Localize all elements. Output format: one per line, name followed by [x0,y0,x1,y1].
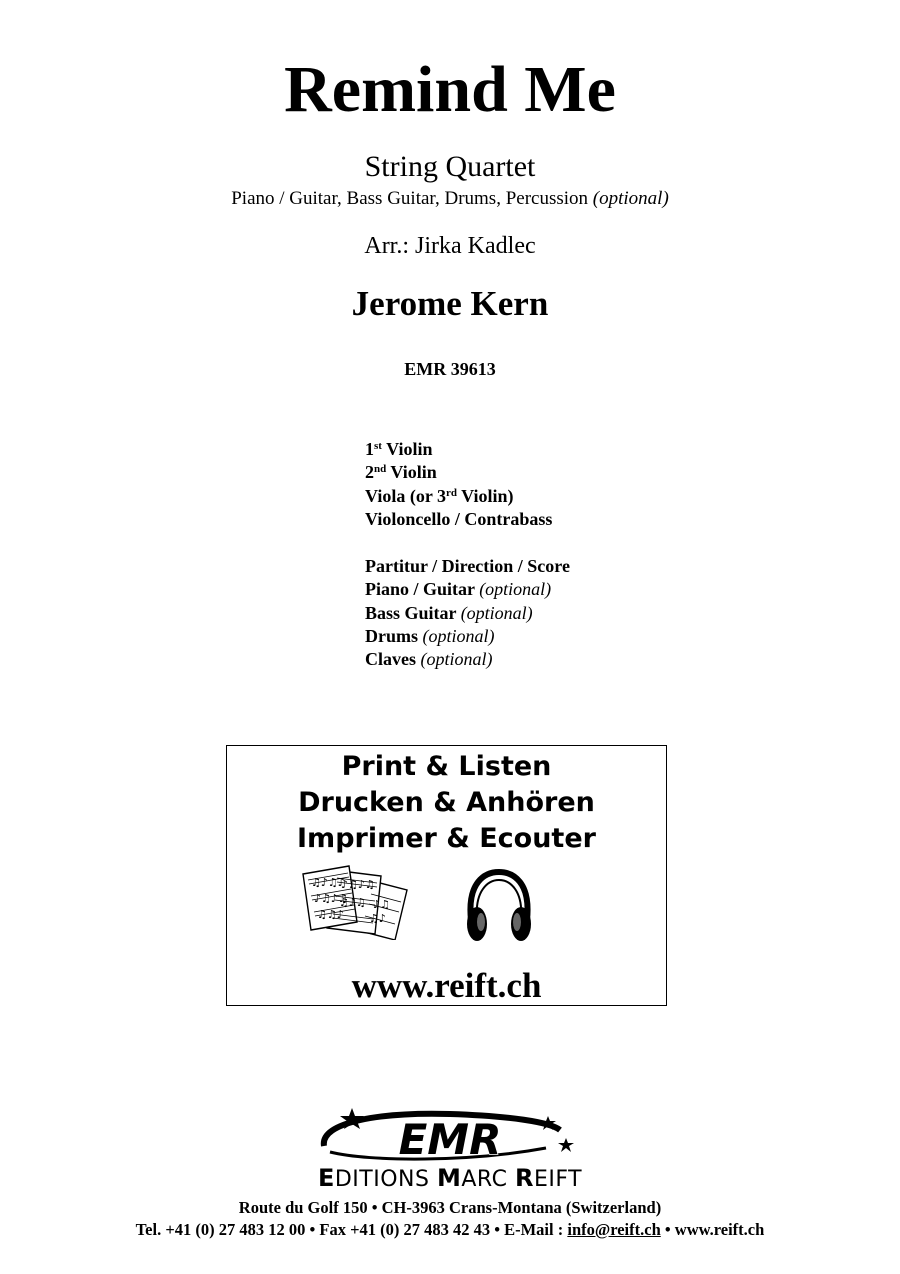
svg-text:♫♫♪: ♫♫♪ [317,908,344,921]
catalog-number: EMR 39613 [404,359,496,379]
part-item: Partitur / Direction / Score [365,556,570,576]
svg-text:♫♪♫♪: ♫♪♫♪ [311,876,345,889]
part-item: Viola (or 3rd Violin) [365,485,514,506]
email-link[interactable]: info@reift.ch [567,1220,661,1239]
part-item: 2nd Violin [365,462,437,483]
publisher-address: Route du Golf 150 • CH-3963 Crans-Montana (Switzerland) [238,1198,662,1217]
part-item: Claves (optional) [365,649,493,670]
instrumentation-optional: (optional) [592,188,669,209]
part-item: Bass Guitar (optional) [365,602,533,623]
score-title: Remind Me [284,53,616,126]
string-parts-list [365,438,552,531]
svg-text:♪♫: ♪♫ [373,898,390,911]
star-icon [558,1138,574,1152]
svg-text:♫♪: ♫♪ [369,912,386,925]
print-listen-box [226,745,667,1006]
other-parts-list [365,555,570,671]
part-item: 1st Violin [365,439,433,459]
composer-name: Jerome Kern [351,284,549,323]
instrumentation-line [0,187,900,211]
promo-line-de: Drucken & Anhören [298,787,595,818]
arranger-credit: Arr.: Jirka Kadlec [364,233,536,259]
svg-text:♪♫♪♫: ♪♫♪♫ [341,878,375,891]
part-item: Violoncello / Contrabass [365,508,553,529]
svg-text:♫♪♫: ♫♪♫ [339,896,366,909]
publisher-name: EDITIONS MARC REIFT [317,1164,583,1192]
publisher-contact: Tel. +41 (0) 27 483 12 00 • Fax +41 (0) 27 483 42 43 • E-Mail : info@reift.ch • www.reift.ch [135,1220,765,1239]
svg-text:♪♫♪♫: ♪♫♪♫ [314,892,348,905]
ensemble-subtitle: String Quartet [364,150,536,183]
part-item: Drums (optional) [365,625,495,646]
part-item: Piano / Guitar (optional) [365,579,552,600]
sheet-music-icon [301,864,413,940]
instrumentation-text: Piano / Guitar, Bass Guitar, Drums, Percussion [231,188,589,209]
promo-line-fr: Imprimer & Ecouter [297,823,596,854]
promo-url[interactable]: www.reift.ch [351,966,542,1005]
logo-text: EMR [398,1115,502,1164]
promo-line-en: Print & Listen [341,751,552,782]
emr-logo [310,1108,590,1164]
headphones-icon [463,868,535,944]
